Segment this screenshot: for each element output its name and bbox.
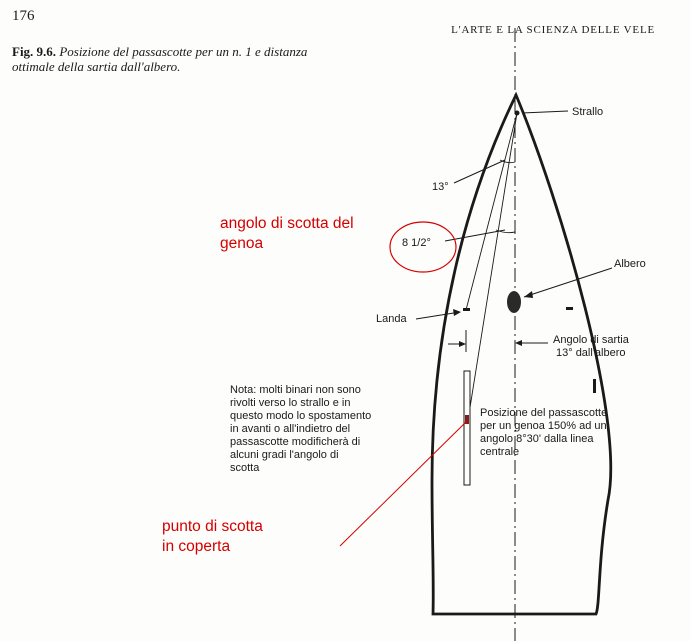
caption-text: Posizione del passascotte per un n. 1 e distanza ottimale della sartia dall'albero. (12, 44, 308, 74)
posizione-line-3: angolo 8°30' dalla linea (480, 433, 594, 445)
albero-arrowhead (524, 291, 533, 298)
aft-fitting (593, 379, 596, 393)
shroud-angle-line (466, 113, 517, 310)
posizione-line-2: per un genoa 150% ad un (480, 420, 607, 432)
note-line-7: scotta (230, 462, 260, 474)
dimension-arrow-left (459, 341, 466, 347)
landa-arrowhead (453, 309, 461, 316)
genoa-sheet-line (468, 113, 517, 420)
label-albero: Albero (614, 258, 646, 270)
annotation-genoa-angle-line-2: genoa (220, 235, 264, 252)
annotation-clew-point-line-1: punto di scotta (162, 518, 263, 535)
label-strallo: Strallo (572, 106, 604, 118)
strallo-leader (522, 111, 568, 113)
angolo-sartia-line-2: 13° dall'albero (556, 347, 626, 359)
running-head: L'ARTE E LA SCIENZA DELLE VELE (451, 24, 655, 36)
albero-leader (524, 268, 612, 297)
label-angolo-sartia (553, 334, 629, 360)
note-line-2: rivolti verso lo strallo e in (230, 397, 351, 409)
caption-label: Fig. 9.6. (12, 44, 57, 59)
landa-leader (416, 312, 460, 319)
chainplate-right (566, 307, 573, 310)
annotation-genoa-angle (220, 214, 354, 254)
label-angle-8-half: 8 1/2° (402, 237, 431, 249)
note-line-1: Nota: molti binari non sono (230, 384, 361, 396)
annotation-clew-point (162, 517, 263, 557)
angolo-sartia-line-1: Angolo di sartia (553, 334, 629, 346)
note-line-6: alcuni gradi l'angolo di (230, 449, 339, 461)
annotation-clew-point-line-2: in coperta (162, 538, 231, 555)
annotation-genoa-angle-line-1: angolo di scotta del (220, 215, 354, 232)
note-line-3: questo modo lo spostamento (230, 410, 372, 422)
posizione-line-4: centrale (480, 446, 520, 458)
page-number: 176 (12, 8, 35, 24)
posizione-line-1: Posizione del passascotte (480, 407, 608, 419)
genoa-track (464, 371, 470, 485)
chainplate-left (463, 308, 470, 311)
note-block (230, 384, 371, 475)
note-line-5: passascotte modificherà di (230, 436, 361, 448)
dimension-arrow-right (515, 340, 522, 346)
posizione-passascotte-label (480, 407, 607, 459)
note-line-4: in avanti o all'indietro del (230, 423, 351, 435)
mast (507, 291, 521, 313)
label-landa: Landa (376, 313, 407, 325)
label-angle-13: 13° (432, 181, 449, 193)
